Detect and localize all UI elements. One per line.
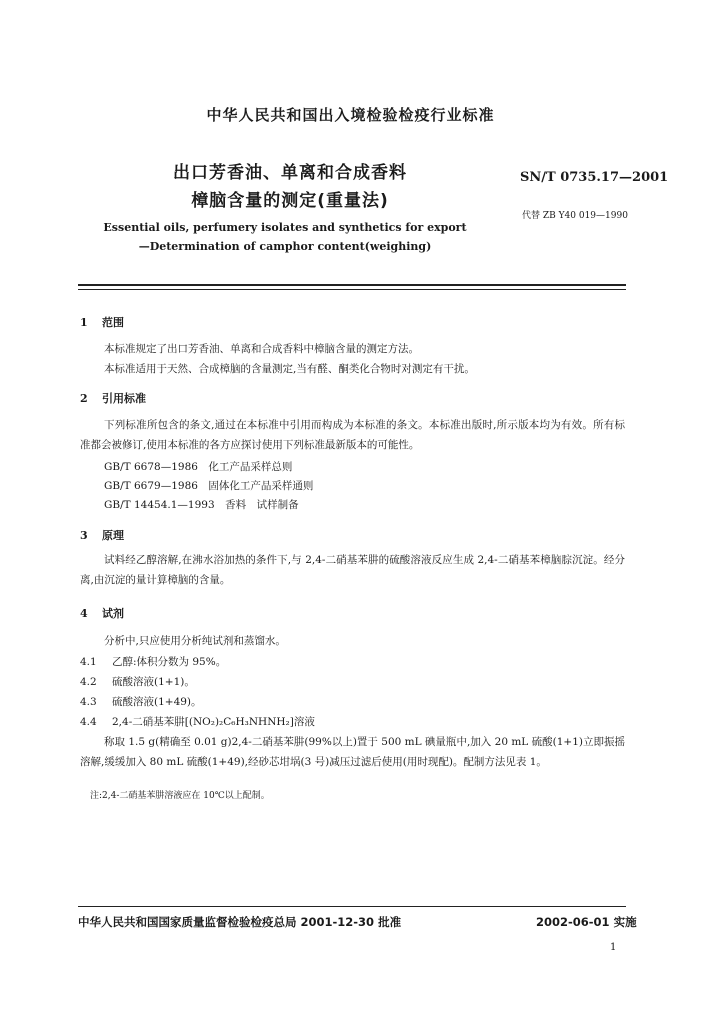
implementation-date: 2002-06-01 实施 <box>536 915 637 929</box>
section-4-heading <box>80 605 124 621</box>
principle-text: 试料经乙醇溶解,在沸水浴加热的条件下,与 2,4-二硝基苯肼的硫酸溶液反应生成 2,4-二硝基苯樟脑腙沉淀。经分离,由沉淀的量计算樟脑的含量。 <box>80 554 625 586</box>
reagent-item <box>80 654 226 669</box>
page-number: 1 <box>610 942 617 953</box>
reagent-prep-text: 称取 1.5 g(精确至 0.01 g)2,4-二硝基苯肼(99%以上)置于 500 mL 碘量瓶中,加入 20 mL 硫酸(1+1)立即振摇溶解,缓缓加入 80 mL 硫酸(1+49),经砂芯坩埚(3 号)减压过滤后使用(用时现配)。配制方法见表 1。 <box>80 736 625 768</box>
title-en-line1: Essential oils, perfumery isolates and synthetics for export <box>103 221 467 234</box>
reagent-number: 4.2 <box>80 676 97 688</box>
reagent-item <box>80 714 315 729</box>
title-zh-line2: 樟脑含量的测定(重量法) <box>191 191 389 211</box>
section-3-heading <box>80 527 124 543</box>
section-1-heading <box>80 314 124 330</box>
reagent-text: 乙醇:体积分数为 95%。 <box>112 656 227 668</box>
section-title: 引用标准 <box>102 392 146 405</box>
reagent-text: 2,4-二硝基苯肼[(NO₂)₂C₆H₃NHNH₂]溶液 <box>112 716 315 728</box>
reference-item: GB/T 6679—1986 固体化工产品采样通则 <box>104 480 314 492</box>
replaces-standard: 代替 ZB Y40 019—1990 <box>522 211 628 221</box>
reagent-text: 硫酸溶液(1+1)。 <box>112 676 195 688</box>
reagent-number: 4.3 <box>80 696 97 708</box>
scope-para-2: 本标准适用于天然、合成樟脑的含量测定,当有醛、酮类化合物时对测定有干扰。 <box>104 363 475 375</box>
title-zh-line1: 出口芳香油、单离和合成香料 <box>173 163 407 183</box>
reagent-note: 注:2,4-二硝基苯肼溶液应在 10℃以上配制。 <box>90 791 270 801</box>
reagents-intro: 分析中,只应使用分析纯试剂和蒸馏水。 <box>104 635 286 647</box>
reagent-item <box>80 694 202 709</box>
reference-item: GB/T 6678—1986 化工产品采样总则 <box>104 461 293 473</box>
standard-category: 中华人民共和国出入境检验检疫行业标准 <box>206 106 495 124</box>
section-2-heading <box>80 390 146 406</box>
reference-item: GB/T 14454.1—1993 香料 试样制备 <box>104 499 299 511</box>
title-en-line2: —Determination of camphor content(weighing) <box>138 240 432 253</box>
scope-para-1: 本标准规定了出口芳香油、单离和合成香料中樟脑含量的测定方法。 <box>104 343 419 355</box>
header-rule-thick <box>78 284 626 286</box>
footer-rule <box>78 906 626 907</box>
section-title: 范围 <box>102 316 124 329</box>
header-rule-thin <box>78 289 626 290</box>
section-number: 4 <box>80 607 88 620</box>
section-number: 1 <box>80 316 88 329</box>
reagent-number: 4.4 <box>80 716 97 728</box>
standard-code: SN/T 0735.17—2001 <box>520 170 669 185</box>
reagent-number: 4.1 <box>80 656 97 668</box>
reagent-item <box>80 674 195 689</box>
section-title: 原理 <box>102 529 124 542</box>
section-number: 2 <box>80 392 88 405</box>
normative-refs-intro: 下列标准所包含的条文,通过在本标准中引用而构成为本标准的条文。本标准出版时,所示版本均为有效。所有标准都会被修订,使用本标准的各方应探讨使用下列标准最新版本的可能性。 <box>80 419 625 451</box>
approval-line: 中华人民共和国国家质量监督检验检疫总局 2001-12-30 批准 <box>78 915 402 929</box>
section-number: 3 <box>80 529 88 542</box>
reagent-text: 硫酸溶液(1+49)。 <box>112 696 202 708</box>
section-title: 试剂 <box>102 607 124 620</box>
